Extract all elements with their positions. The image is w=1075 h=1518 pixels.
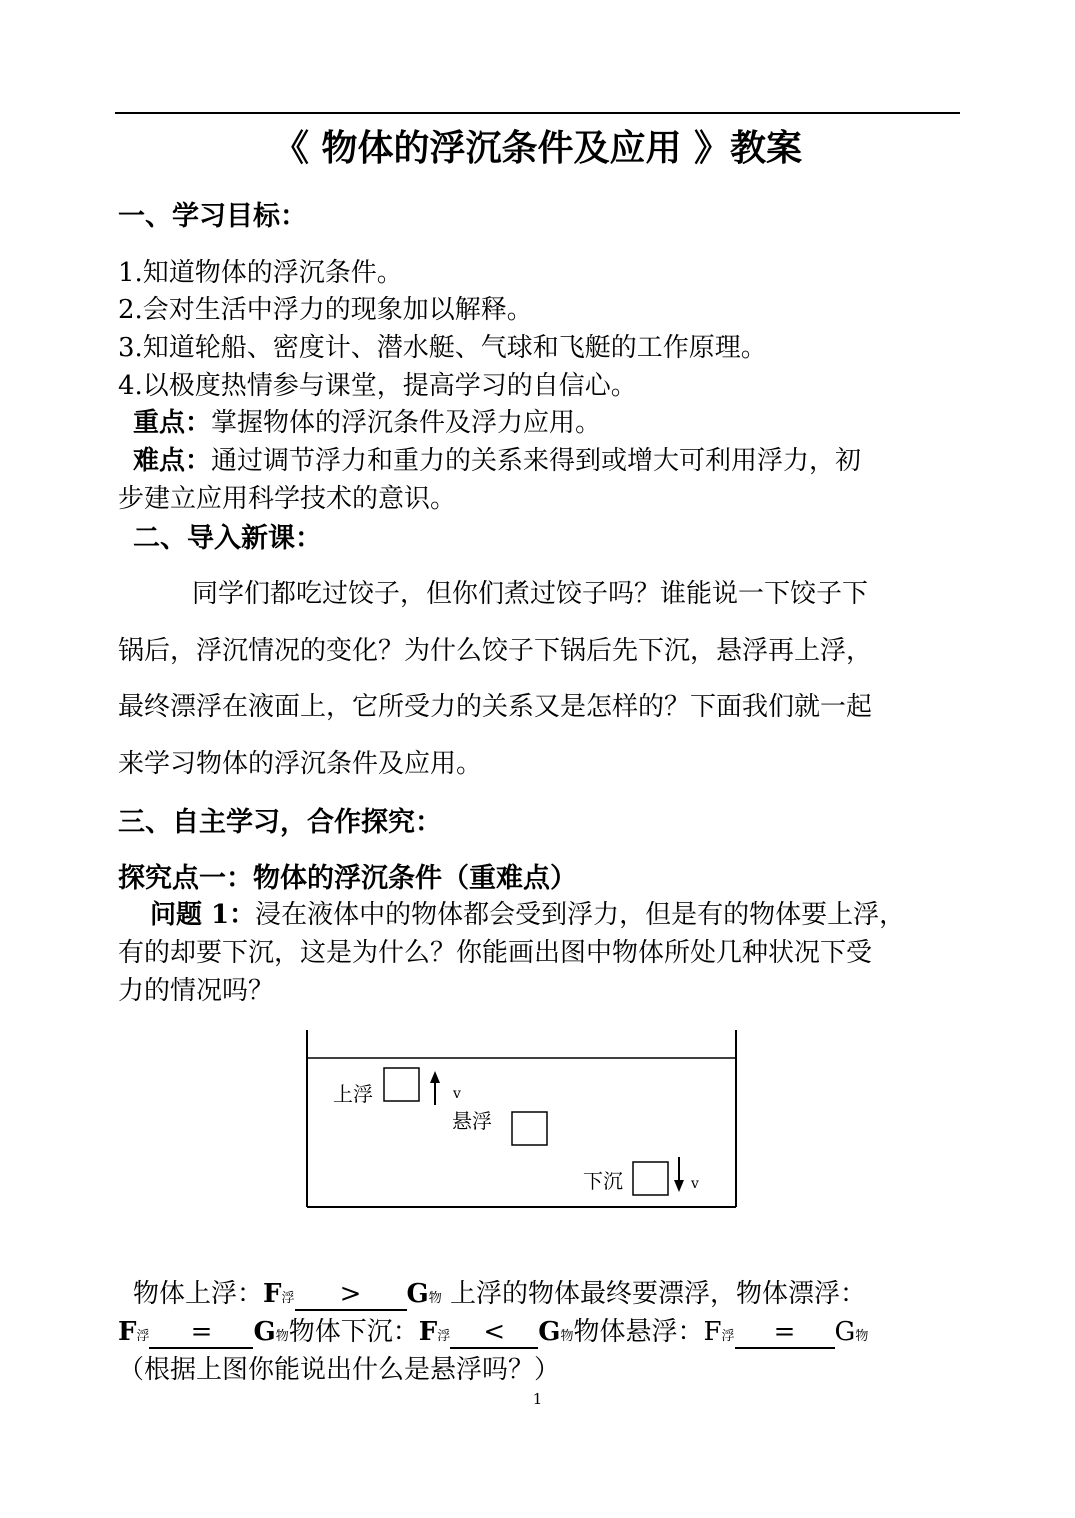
- subscript-obj: 物: [428, 1291, 442, 1306]
- closing-question: （根据上图你能说出什么是悬浮吗？）: [118, 1355, 561, 1385]
- label-sink: 下沉: [583, 1169, 623, 1193]
- objective-2: 2.会对生活中浮力的现象加以解释。: [118, 295, 533, 325]
- difficulty-text-line2: 步建立应用科学技术的意识。: [118, 484, 457, 514]
- blank-suspend[interactable]: [735, 1317, 835, 1349]
- document-title: 《 物体的浮沉条件及应用 》教案: [272, 127, 803, 169]
- rising-object: [384, 1068, 419, 1101]
- question1-line3: 力的情况吗？: [118, 976, 275, 1006]
- intro-line-2: 锅后，浮沉情况的变化？为什么饺子下锅后先下沉，悬浮再上浮，: [118, 636, 873, 666]
- subscript-obj: 物: [275, 1329, 289, 1344]
- suspend-sign: =: [773, 1317, 796, 1347]
- force-symbol-F: F: [703, 1317, 722, 1347]
- intro-line-1: 同学们都吃过饺子，但你们煮过饺子吗？谁能说一下饺子下: [192, 579, 869, 609]
- blank-rise[interactable]: [295, 1279, 407, 1311]
- blank-sink[interactable]: [450, 1317, 538, 1349]
- difficulty-label: 难点：: [133, 446, 212, 476]
- difficulty-text-line1: 通过调节浮力和重力的关系来得到或增大可利用浮力，初: [211, 446, 862, 476]
- label-rise: 上浮: [333, 1082, 373, 1106]
- section2-heading: 二、导入新课：: [133, 523, 322, 554]
- key-point-label: 重点：: [133, 408, 212, 438]
- rise-prefix: 物体上浮：: [133, 1279, 264, 1309]
- velocity-label-up: v: [453, 1086, 461, 1102]
- intro-line-4: 来学习物体的浮沉条件及应用。: [118, 749, 483, 779]
- key-point: [133, 402, 601, 439]
- rise-sign: >: [339, 1279, 362, 1309]
- section3-heading: 三、自主学习，合作探究：: [118, 807, 442, 838]
- section1-heading: 一、学习目标：: [118, 201, 307, 232]
- header-rule: [115, 112, 960, 114]
- buoyancy-diagram: [300, 1025, 745, 1215]
- subscript-buoy: 浮: [136, 1329, 150, 1344]
- suspended-object: [512, 1112, 547, 1145]
- intro-line-3: 最终漂浮在液面上，它所受力的关系又是怎样的？下面我们就一起: [118, 692, 873, 722]
- condition-line-2: [118, 1311, 868, 1349]
- condition-line-1: [133, 1273, 866, 1311]
- force-symbol-F: F: [118, 1317, 137, 1347]
- label-suspend: 悬浮: [452, 1109, 492, 1133]
- gravity-symbol-G: G: [834, 1317, 856, 1347]
- subscript-obj: 物: [560, 1329, 574, 1344]
- gravity-symbol-G: G: [406, 1279, 429, 1309]
- force-symbol-F: F: [263, 1279, 282, 1309]
- page-number: 1: [532, 1390, 543, 1408]
- float-sign: =: [190, 1317, 213, 1347]
- subscript-buoy: 浮: [437, 1329, 451, 1344]
- suspend-prefix: 物体悬浮：: [573, 1317, 704, 1347]
- blank-float[interactable]: [149, 1317, 253, 1349]
- force-symbol-F: F: [418, 1317, 438, 1347]
- subscript-buoy: 浮: [281, 1291, 295, 1306]
- up-arrow-icon: [430, 1071, 440, 1083]
- subscript-buoy: 浮: [721, 1329, 735, 1344]
- sinking-object: [633, 1162, 668, 1195]
- sink-prefix: 物体下沉：: [288, 1317, 419, 1347]
- key-point-text: 掌握物体的浮沉条件及浮力应用。: [211, 408, 602, 438]
- objective-1: 1.知道物体的浮沉条件。: [118, 258, 403, 288]
- difficulty-point: [133, 440, 861, 477]
- question1-line1: 浸在液体中的物体都会受到浮力，但是有的物体要上浮，: [255, 900, 906, 930]
- rise-suffix: 上浮的物体最终要漂浮，物体漂浮：: [450, 1279, 867, 1309]
- velocity-label-down: v: [691, 1176, 699, 1192]
- question1: [150, 894, 905, 931]
- gravity-symbol-G: G: [253, 1317, 276, 1347]
- sink-sign: <: [483, 1317, 506, 1347]
- gravity-symbol-G: G: [538, 1317, 561, 1347]
- subscript-obj: 物: [855, 1329, 869, 1344]
- question1-label: 问题 1：: [150, 900, 256, 930]
- question1-line2: 有的却要下沉，这是为什么？你能画出图中物体所处几种状况下受: [118, 938, 873, 968]
- objective-3: 3.知道轮船、密度计、潜水艇、气球和飞艇的工作原理。: [118, 333, 767, 363]
- down-arrow-icon: [674, 1180, 684, 1192]
- inquiry-point1-heading: 探究点一：物体的浮沉条件（重难点）: [118, 863, 577, 894]
- objective-4: 4.以极度热情参与课堂，提高学习的自信心。: [118, 371, 637, 401]
